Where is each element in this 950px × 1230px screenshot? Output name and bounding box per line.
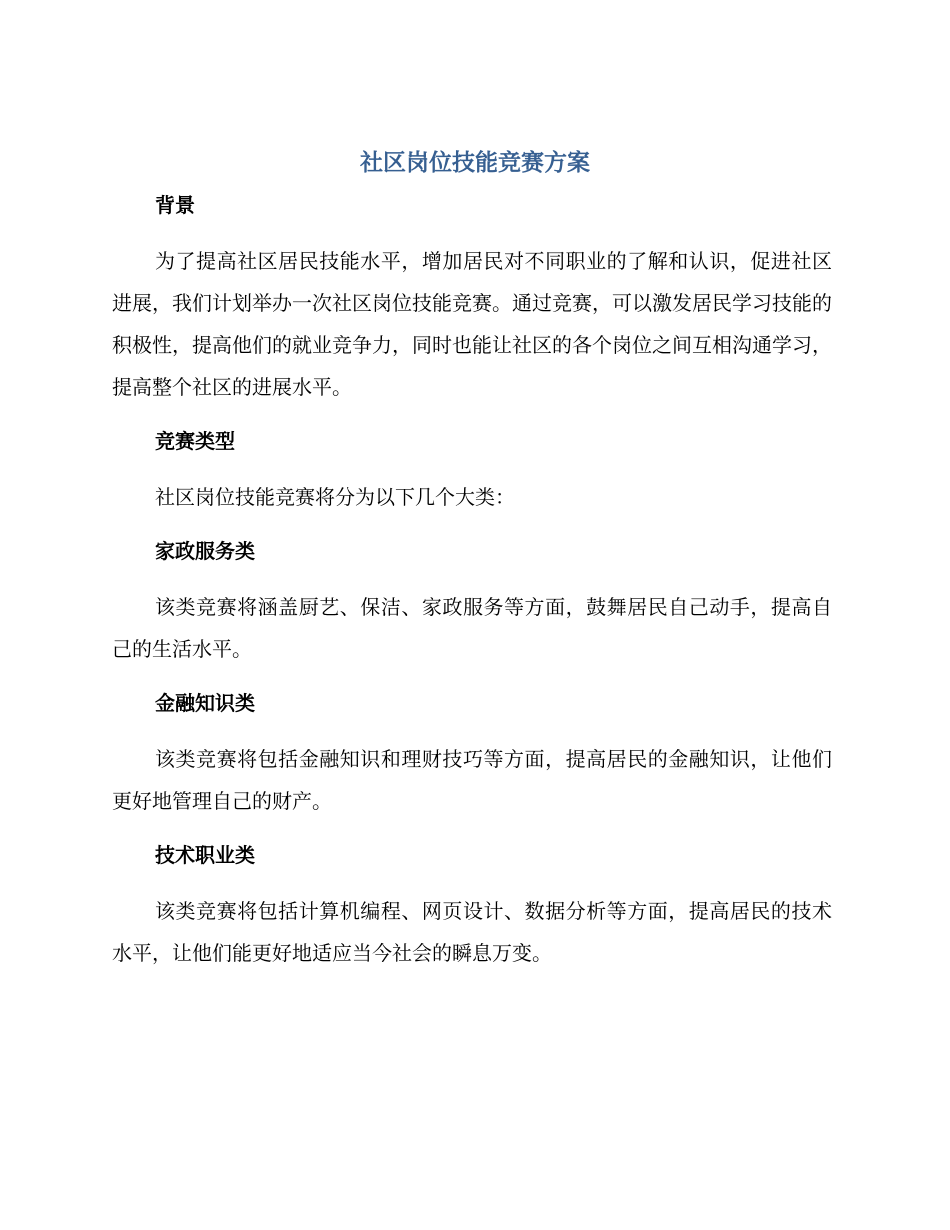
section-paragraph: 该类竞赛将包括计算机编程、网页设计、数据分析等方面，提高居民的技术水平，让他们能更好地适应当今社会的瞬息万变。 [112, 899, 832, 965]
section-heading: 竞赛类型 [155, 429, 235, 453]
section-heading: 金融知识类 [155, 691, 255, 715]
section-paragraph: 为了提高社区居民技能水平，增加居民对不同职业的了解和认识，促进社区进展，我们计划举办一次社区岗位技能竞赛。通过竞赛，可以激发居民学习技能的积极性，提高他们的就业竞争力，同时也能让社区的各个岗位之间互相沟通学习，提高整个社区的进展水平。 [112, 249, 832, 399]
section-technical [112, 836, 832, 974]
section-paragraph: 该类竞赛将涵盖厨艺、保洁、家政服务等方面，鼓舞居民自己动手，提高自己的生活水平。 [112, 595, 832, 661]
document-title: 社区岗位技能竞赛方案 [360, 150, 590, 176]
section-heading: 技术职业类 [155, 843, 255, 867]
section-housekeeping [112, 532, 832, 684]
document-body [112, 186, 832, 974]
section-background [112, 186, 832, 422]
section-finance [112, 684, 832, 836]
section-heading: 家政服务类 [155, 539, 255, 563]
section-heading: 背景 [155, 193, 195, 217]
section-competition-types [112, 422, 832, 532]
section-paragraph: 社区岗位技能竞赛将分为以下几个大类： [155, 485, 515, 509]
section-paragraph: 该类竞赛将包括金融知识和理财技巧等方面，提高居民的金融知识，让他们更好地管理自己的财产。 [112, 747, 832, 813]
